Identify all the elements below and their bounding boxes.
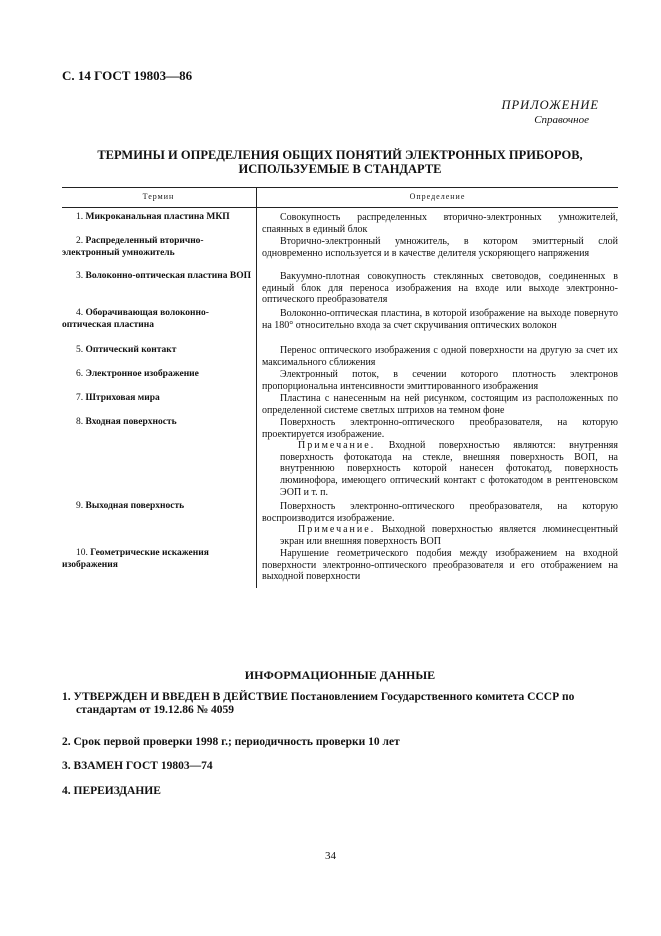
term-text: Распределенный вторично-электронный умножитель [62,236,204,258]
term-cell [62,345,254,357]
term-number: 1. [76,212,84,222]
term-cell [62,369,254,381]
term-number: 10. [76,548,88,558]
appendix-title: ПРИЛОЖЕНИЕ [501,98,599,112]
term-text: Микроканальная пластина МКП [85,212,230,222]
definition-text: Поверхность электронно-оптического преобразователя, на которую воспроизводится изображение. [262,501,618,524]
term-cell [62,417,254,429]
term-number: 4. [76,308,84,318]
definition-cell: Перенос оптического изображения с одной поверхности на другую за счет их максимального сближения [262,345,618,368]
definition-cell [262,417,618,498]
term-text: Входная поверхность [85,417,177,427]
section-title [62,148,618,176]
term-text: Геометрические искажения изображения [62,548,209,570]
term-number: 7. [76,393,84,403]
definition-cell: Вторично-электронный умножитель, в котором эмиттерный слой одновременно используется и в качестве делителя ускоряющего напряжения [262,236,618,259]
definition-cell: Нарушение геометрического подобия между изображением на входной поверхности электронно-оптического преобразователя и его отображением на выходной поверхности [262,548,618,583]
term-number: 3. [76,271,84,281]
term-cell [62,271,254,283]
term-number: 5. [76,345,84,355]
column-header-term: Термин [142,192,175,201]
term-cell [62,236,254,259]
note-text: Входной поверхностью являются: внутренняя поверхность фотокатода на стекле, внешняя поверхность ВОП, на внутреннюю поверхность которой нанесен фотокатод, поверхность люминофора, имеющего оптический контакт с фотокатодом в рентгеновском ЭОП и т. п. [280,440,619,498]
term-cell [62,212,254,224]
definition-text: Поверхность электронно-оптического преобразователя, на которую проектируется изображение. [262,417,618,440]
term-text: Волоконно-оптическая пластина ВОП [85,271,251,281]
term-text: Выходная поверхность [85,501,185,511]
info-item: 3. ВЗАМЕН ГОСТ 19803—74 [62,760,213,772]
table-top-rule [62,187,618,188]
term-text: Электронное изображение [85,369,199,379]
info-section-title: ИНФОРМАЦИОННЫЕ ДАННЫЕ [244,668,436,682]
column-header-definition: Определение [409,192,466,201]
definition-cell: Пластина с нанесенным на ней рисунком, состоящим из расположенных по определенной системе светлых штрихов на темном фоне [262,393,618,416]
term-text: Оборачивающая волоконно-оптическая пластина [62,308,209,330]
definition-cell: Электронный поток, в сечении которого плотность электронов пропорциональна интенсивности эмиттированного изображения [262,369,618,392]
definition-cell: Совокупность распределенных вторично-электронных умножителей, спаянных в единый блок [262,212,618,235]
info-item-text: 1. УТВЕРЖДЕН И ВВЕДЕН В ДЕЙСТВИЕ Постановлением Государственного комитета СССР по стандартам от 19.12.86 № 4059 [62,691,575,716]
term-number: 8. [76,417,84,427]
definition-cell: Вакуумно-плотная совокупность стеклянных световодов, соединенных в единый блок для переноса изображения на входе или выходе электронно-оптического преобразователя [262,271,618,306]
page-header: С. 14 ГОСТ 19803—86 [62,68,193,83]
term-cell [62,501,254,513]
definition-note [280,524,618,547]
appendix-label [502,98,599,126]
section-title-line-1: ТЕРМИНЫ И ОПРЕДЕЛЕНИЯ ОБЩИХ ПОНЯТИЙ ЭЛЕКТРОННЫХ ПРИБОРОВ, [97,148,583,162]
term-cell [62,393,254,405]
term-cell [62,308,254,331]
info-item: 4. ПЕРЕИЗДАНИЕ [62,785,161,797]
info-item: 2. Срок первой проверки 1998 г.; периодичность проверки 10 лет [62,736,400,748]
page-number: 34 [325,850,336,862]
note-text: Выходной поверхностью является люминесцентный экран или внешняя поверхность ВОП [280,524,619,547]
term-cell [62,548,254,571]
appendix-subtitle: Справочное [534,114,589,126]
definition-cell [262,501,618,547]
table-header-rule [62,207,618,208]
note-label: Примечание. [298,524,376,536]
term-text: Штриховая мира [85,393,160,403]
note-label: Примечание. [298,440,376,452]
section-title-line-2: ИСПОЛЬЗУЕМЫЕ В СТАНДАРТЕ [238,162,442,176]
definition-note [280,440,618,498]
term-number: 6. [76,369,84,379]
table-column-divider [256,188,257,588]
info-item [62,691,618,717]
term-number: 9. [76,501,84,511]
term-number: 2. [76,236,84,246]
term-text: Оптический контакт [85,345,177,355]
definition-cell: Волоконно-оптическая пластина, в которой изображение на выходе повернуто на 180° относительно входа за счет скручивания оптических волокон [262,308,618,331]
